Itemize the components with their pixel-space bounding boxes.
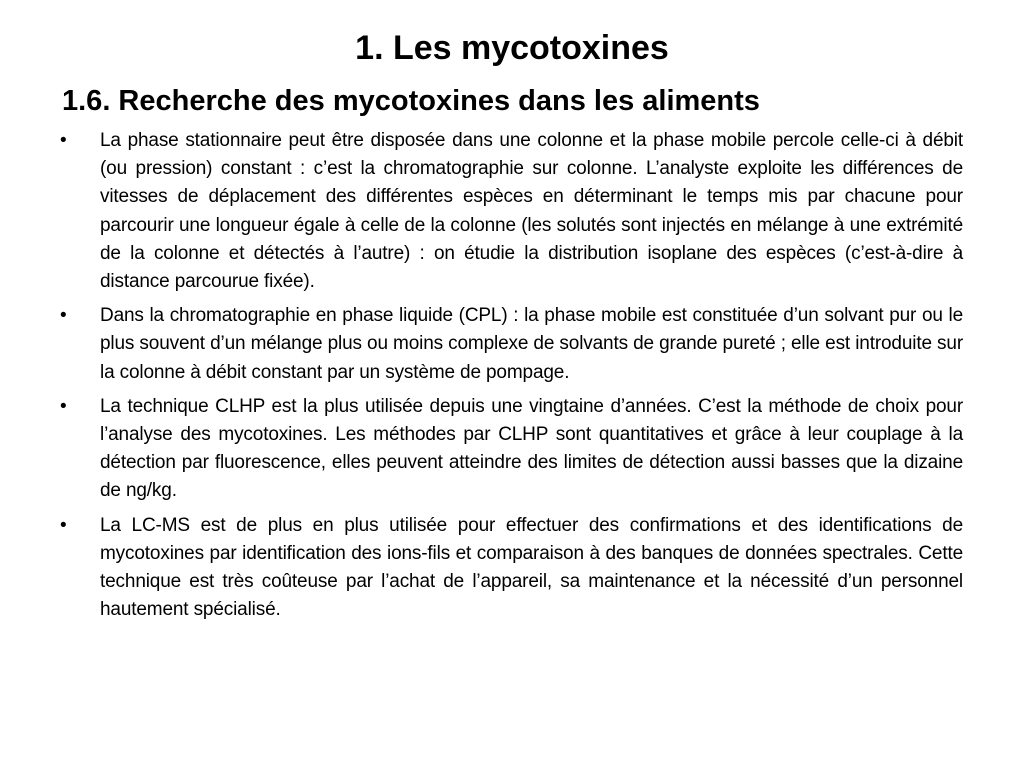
bullet-marker: • [60, 130, 67, 151]
bullet-marker: • [60, 514, 67, 536]
bullet-item [0, 302, 1024, 387]
bullet-item [0, 127, 1024, 296]
bullet-text: Dans la chromatographie en phase liquide (CPL) : la phase mobile est constituée d’un solvant pur ou le plus souvent d’un mélange plus ou moins complexe de solvants de grande pureté ; elle est introduite sur la colonne à débit constant par un système de pompage. [100, 305, 963, 383]
bullet-text: La LC-MS est de plus en plus utilisée pour effectuer des confirmations et des identifications de mycotoxines par identification des ions-fils et comparaison à des banques de données spectrales. Cette technique est très coûteuse par l’achat de l’appareil, sa maintenance et la nécessité d’un personnel hautement spécialisé. [100, 514, 963, 621]
bullet-text: La technique CLHP est la plus utilisée depuis une vingtaine d’années. C’est la méthode de choix pour l’analyse des mycotoxines. Les méthodes par CLHP sont quantitatives et grâce à leur couplage à la détection par fluorescence, elles peuvent atteindre des limites de détection aussi basses que la dizaine de ng/kg. [100, 395, 963, 502]
bullet-list [0, 127, 1024, 630]
bullet-item [0, 512, 1024, 625]
bullet-item [0, 393, 1024, 506]
bullet-marker: • [60, 395, 67, 417]
slide-title: 1. Les mycotoxines [355, 29, 669, 67]
bullet-text: La phase stationnaire peut être disposée dans une colonne et la phase mobile percole celle-ci à débit (ou pression) constant : c’est la chromatographie sur colonne. L’analyste exploite les différences de vitesses de déplacement des différentes espèces en déterminant le temps mis par chacune pour parcourir une longueur égale à celle de la colonne (les solutés sont injectés en mélange à une extrémité de la colonne et détectés à l’autre) : on étudie la distribution isoplane des espèces (c’est-à-dire à distance parcourue fixée). [100, 130, 963, 293]
slide-subtitle: 1.6. Recherche des mycotoxines dans les aliments [62, 85, 760, 117]
bullet-marker: • [60, 305, 67, 327]
